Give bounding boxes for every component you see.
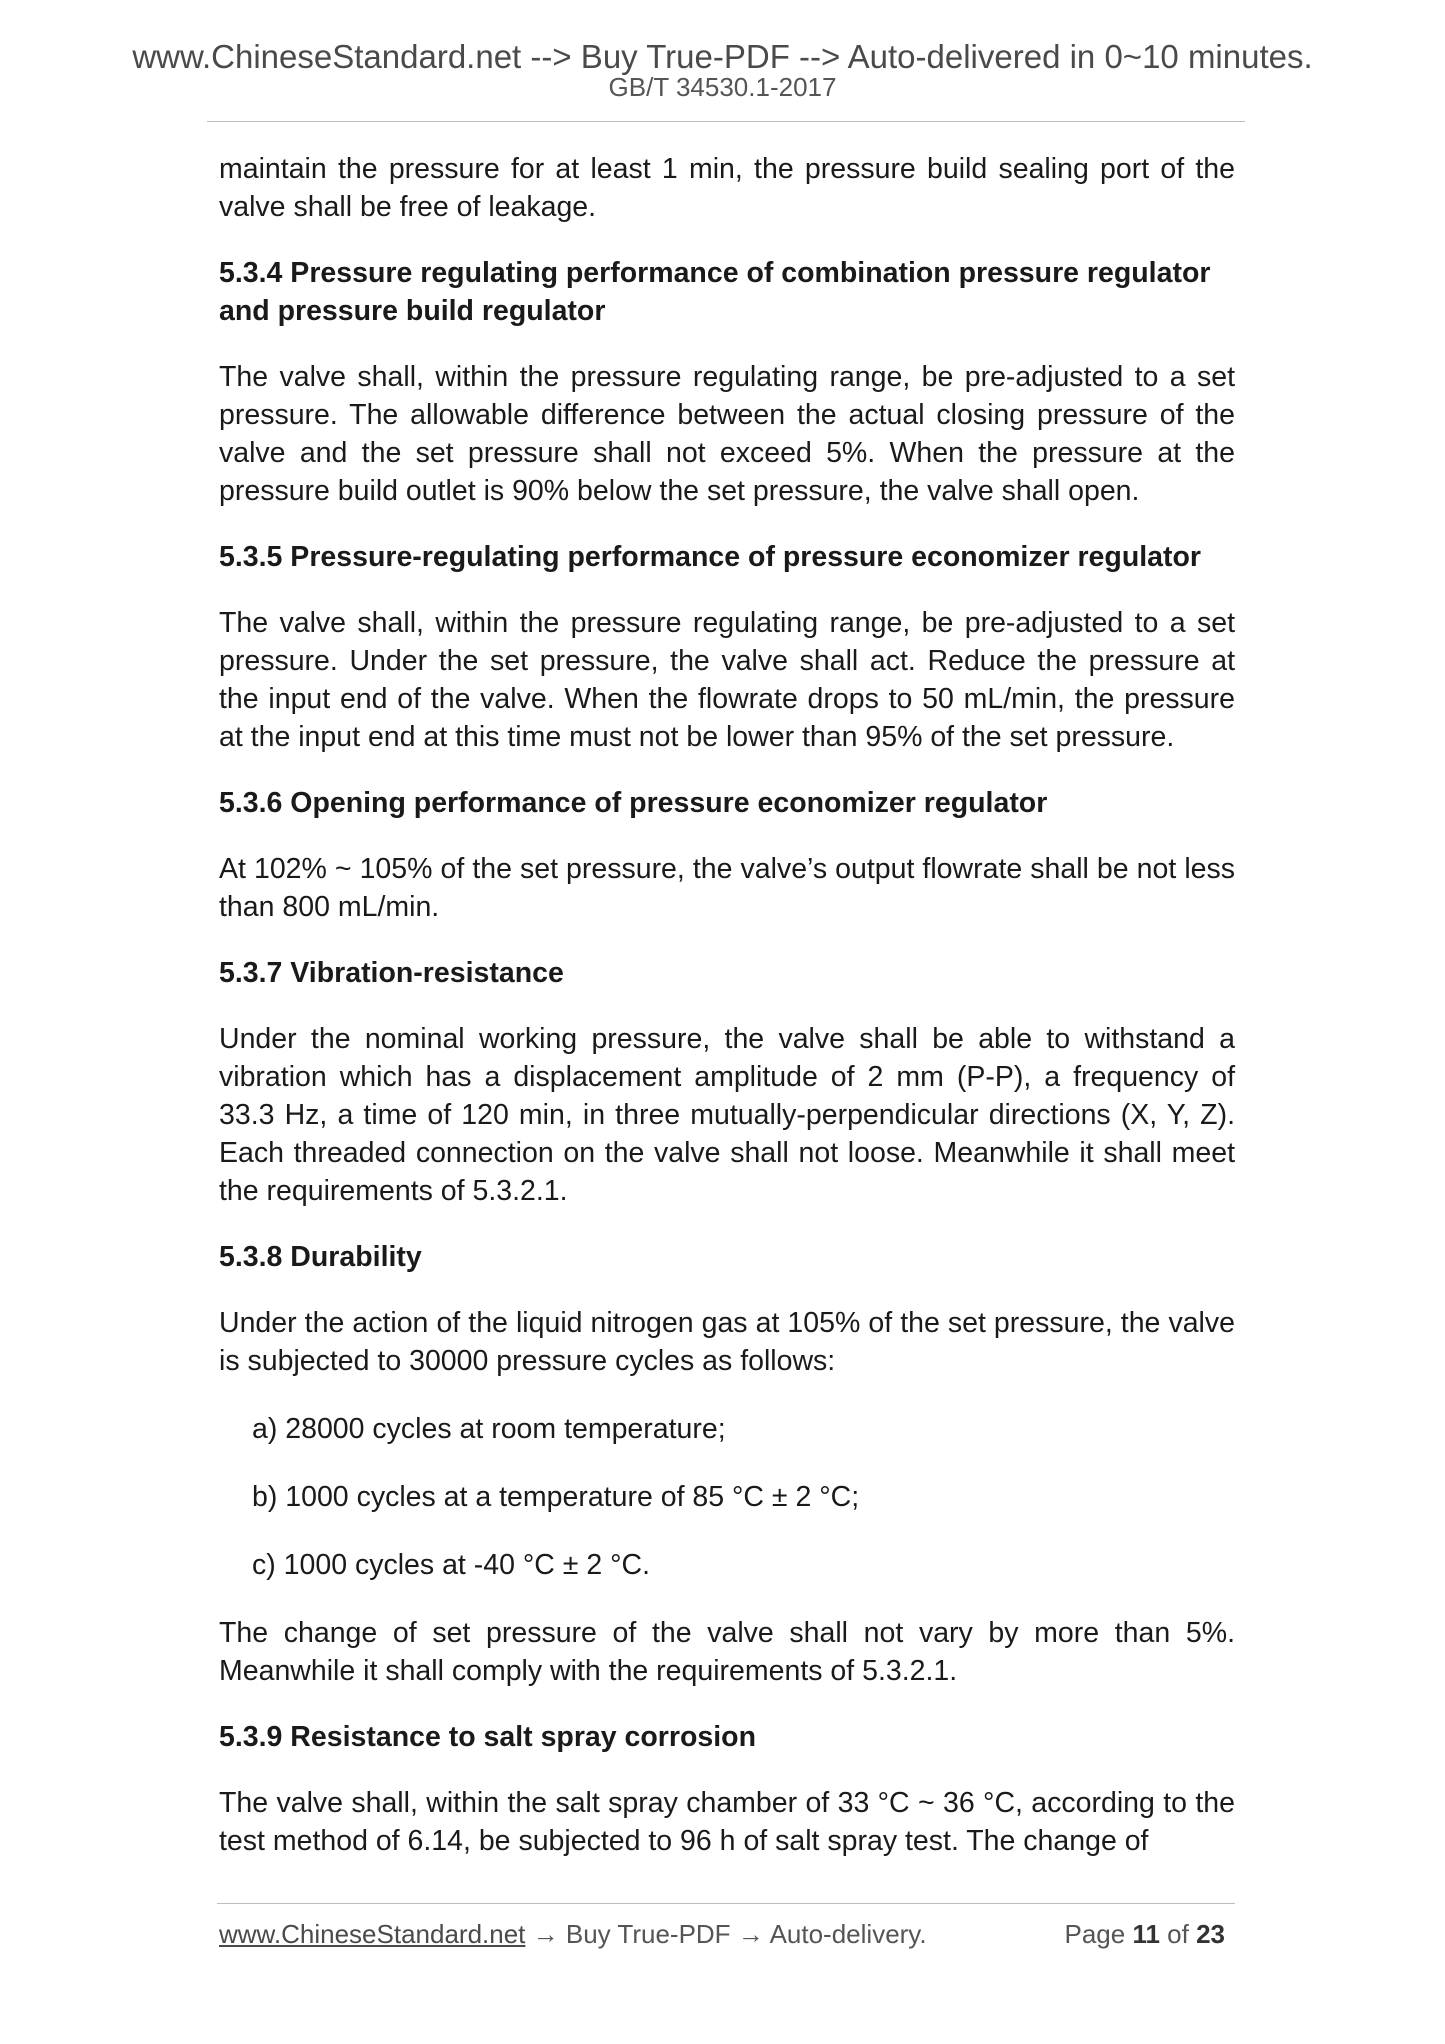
section-paragraph-5-3-4: The valve shall, within the pressure regulating range, be pre-adjusted to a set pressure. The allowable difference between the actual closing pressure of the valve and the set pressure shall not exceed 5%. When the pressure at the pressure build outlet is 90% below the set pressure, the valve shall open. xyxy=(219,361,1235,507)
page-total: 23 xyxy=(1196,1919,1225,1949)
top-banner: www.ChineseStandard.net --> Buy True-PDF --> Auto-delivered in 0~10 minutes. xyxy=(132,38,1313,75)
section-heading-5-3-8: 5.3.8 Durability xyxy=(219,1241,422,1273)
document-body xyxy=(219,150,1235,1860)
section-paragraph-5-3-6: At 102% ~ 105% of the set pressure, the valve’s output flowrate shall be not less than 800 mL/min. xyxy=(219,853,1235,923)
section-heading-5-3-7: 5.3.7 Vibration-resistance xyxy=(219,957,564,989)
section-paragraph-5-3-5: The valve shall, within the pressure regulating range, be pre-adjusted to a set pressure. Under the set pressure, the valve shall act. Reduce the pressure at the input end of the valve. When the flowrate drops to 50 mL/min, the pressure at the input end at this time must not be lower than 95% of the set pressure. xyxy=(219,607,1235,753)
section-paragraph-5-3-8-after: The change of set pressure of the valve shall not vary by more than 5%. Meanwhile it shall comply with the requirements of 5.3.2.1. xyxy=(219,1617,1235,1687)
page-current: 11 xyxy=(1132,1919,1160,1949)
continued-paragraph: maintain the pressure for at least 1 min, the pressure build sealing port of the valve shall be free of leakage. xyxy=(219,153,1235,223)
section-paragraph-5-3-9: The valve shall, within the salt spray chamber of 33 °C ~ 36 °C, according to the test method of 6.14, be subjected to 96 h of salt spray test. The change of xyxy=(219,1787,1235,1857)
section-heading-5-3-4: 5.3.4 Pressure regulating performance of combination pressure regulator and pressure build regulator xyxy=(219,257,1211,327)
page-footer xyxy=(219,1918,1225,1950)
section-paragraph-5-3-7: Under the nominal working pressure, the valve shall be able to withstand a vibration which has a displacement amplitude of 2 mm (P-P), a frequency of 33.3 Hz, a time of 120 min, in three mutually-perpendicular directions (X, Y, Z). Each threaded connection on the valve shall not loose. Meanwhile it shall meet the requirements of 5.3.2.1. xyxy=(219,1023,1235,1207)
section-paragraph-5-3-8: Under the action of the liquid nitrogen gas at 105% of the set pressure, the valve is subjected to 30000 pressure cycles as follows: xyxy=(219,1307,1235,1377)
section-heading-5-3-6: 5.3.6 Opening performance of pressure economizer regulator xyxy=(219,787,1048,819)
page-indicator xyxy=(1064,1918,1225,1950)
section-heading-5-3-9: 5.3.9 Resistance to salt spray corrosion xyxy=(219,1721,756,1753)
footer-divider xyxy=(217,1903,1235,1904)
footer-left xyxy=(219,1918,927,1950)
footer-tagline: → Buy True-PDF → Auto-delivery. xyxy=(525,1919,927,1949)
list-item: c) 1000 cycles at -40 °C ± 2 °C. xyxy=(252,1549,650,1581)
header-divider xyxy=(207,121,1245,122)
page-word: Page xyxy=(1064,1919,1133,1949)
list-item: a) 28000 cycles at room temperature; xyxy=(252,1413,726,1445)
footer-site-link[interactable]: www.ChineseStandard.net xyxy=(219,1919,526,1949)
list-item: b) 1000 cycles at a temperature of 85 °C ± 2 °C; xyxy=(252,1481,860,1513)
section-heading-5-3-5: 5.3.5 Pressure-regulating performance of pressure economizer regulator xyxy=(219,541,1201,573)
standard-code: GB/T 34530.1-2017 xyxy=(608,72,837,102)
of-word: of xyxy=(1159,1919,1197,1949)
